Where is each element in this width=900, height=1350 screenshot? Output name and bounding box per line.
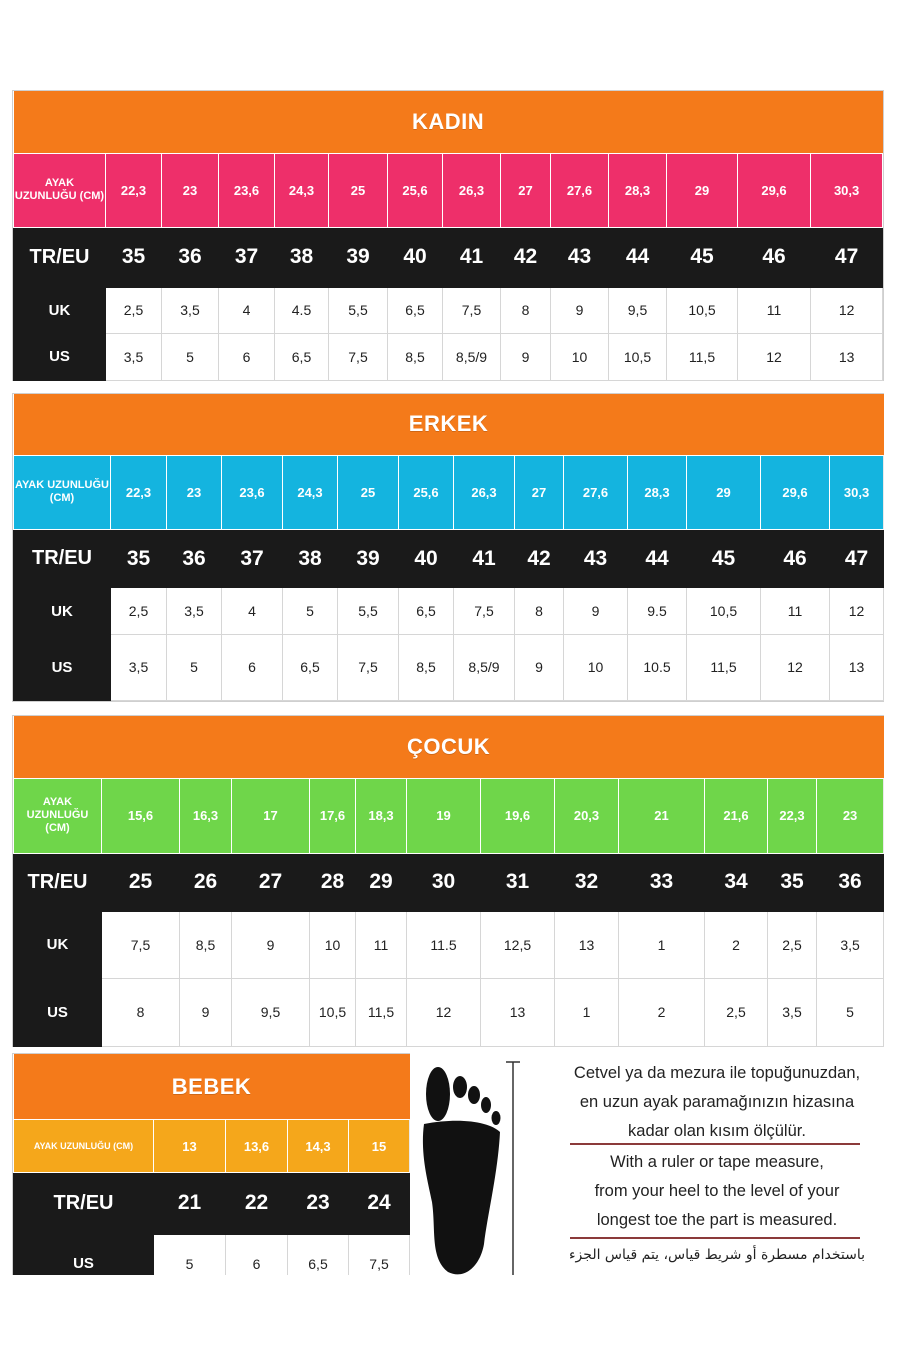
cm-cell: 14,3 [288,1120,349,1173]
us-cell: 6 [226,1234,288,1293]
cm-cell: 23 [167,455,222,529]
eu-label: TR/EU [14,227,106,287]
ruler-icon [503,1060,523,1278]
cm-cell: 26,3 [443,153,501,227]
foot-length-label: AYAK UZUNLUĞU (CM) [14,1120,154,1173]
eu-cell: 47 [811,227,883,287]
eu-cell: 45 [667,227,738,287]
cm-cell: 27 [501,153,551,227]
eu-cell: 38 [283,530,338,588]
cm-cell: 21,6 [705,778,768,853]
eu-cell: 37 [222,530,283,588]
eu-cell: 35 [768,853,817,911]
uk-cell: 12 [811,287,883,333]
us-label: US [14,333,106,380]
men-uk-row [14,588,884,634]
us-cell: 5 [817,978,884,1046]
women-title: KADIN [14,91,883,153]
kids-foot-length-row [14,778,884,853]
eu-cell: 30 [407,853,481,911]
uk-cell: 4 [219,287,275,333]
kids-title: ÇOCUK [14,716,884,778]
eu-cell: 42 [501,227,551,287]
uk-cell: 5,5 [338,588,399,634]
us-cell: 12 [738,333,811,380]
uk-cell: 10,5 [667,287,738,333]
us-label: US [14,634,111,700]
baby-size-chart [12,1053,410,1295]
foot-length-label: AYAK UZUNLUĞU (CM) [14,778,102,853]
cm-cell: 27,6 [564,455,628,529]
eu-cell: 23 [288,1173,349,1234]
uk-cell: 11 [738,287,811,333]
cm-cell: 18,3 [356,778,407,853]
us-cell: 11,5 [667,333,738,380]
uk-cell: 2,5 [768,911,817,978]
eu-cell: 46 [738,227,811,287]
baby-eu-row [14,1173,410,1234]
cm-cell: 16,3 [180,778,232,853]
cm-cell: 22,3 [106,153,162,227]
cm-cell: 25,6 [388,153,443,227]
eu-cell: 43 [564,530,628,588]
women-eu-row [14,227,883,287]
us-cell: 6,5 [275,333,329,380]
divider [570,1143,860,1145]
eu-cell: 27 [232,853,310,911]
uk-cell: 3,5 [162,287,219,333]
cm-cell: 23 [817,778,884,853]
cm-cell: 25,6 [399,455,454,529]
eu-cell: 33 [619,853,705,911]
uk-cell: 8,5 [180,911,232,978]
uk-cell: 12,5 [481,911,555,978]
us-cell: 8,5/9 [443,333,501,380]
baby-title: BEBEK [14,1054,410,1120]
us-cell: 6 [222,634,283,700]
us-cell: 11,5 [356,978,407,1046]
uk-cell: 12 [830,588,884,634]
women-foot-length-row [14,153,883,227]
instruction-line: With a ruler or tape measure, [610,1153,824,1171]
eu-cell: 39 [329,227,388,287]
eu-cell: 35 [106,227,162,287]
us-cell: 9,5 [232,978,310,1046]
women-size-table [13,91,883,381]
us-cell: 3,5 [768,978,817,1046]
divider [570,1237,860,1239]
instruction-line: longest toe the part is measured. [596,1211,838,1229]
cm-cell: 29 [667,153,738,227]
us-cell: 10,5 [310,978,356,1046]
eu-cell: 38 [275,227,329,287]
us-cell: 5 [154,1234,226,1293]
eu-cell: 34 [705,853,768,911]
us-label: US [14,1234,154,1293]
eu-cell: 22 [226,1173,288,1234]
uk-cell: 10 [310,911,356,978]
cm-cell: 13 [154,1120,226,1173]
us-cell: 6,5 [288,1234,349,1293]
uk-cell: 6,5 [388,287,443,333]
us-cell: 8,5 [399,634,454,700]
eu-cell: 29 [356,853,407,911]
us-cell: 10 [551,333,609,380]
us-cell: 13 [830,634,884,700]
eu-cell: 40 [399,530,454,588]
us-cell: 7,5 [349,1234,410,1293]
instruction-line: en uzun ayak paramağınızın hizasına [579,1093,855,1111]
eu-cell: 42 [515,530,564,588]
uk-cell: 4 [222,588,283,634]
kids-size-chart [12,715,884,1047]
cm-cell: 23,6 [219,153,275,227]
cm-cell: 25 [338,455,399,529]
us-cell: 12 [761,634,830,700]
uk-cell: 10,5 [687,588,761,634]
men-title: ERKEK [14,394,884,455]
uk-cell: 11 [356,911,407,978]
men-size-table [13,394,884,701]
uk-cell: 4.5 [275,287,329,333]
image-crop-area [0,1275,900,1350]
uk-cell: 11.5 [407,911,481,978]
uk-label: UK [14,287,106,333]
uk-cell: 9 [232,911,310,978]
eu-cell: 39 [338,530,399,588]
cm-cell: 13,6 [226,1120,288,1173]
uk-cell: 13 [555,911,619,978]
cm-cell: 25 [329,153,388,227]
cm-cell: 24,3 [275,153,329,227]
uk-cell: 8 [501,287,551,333]
eu-cell: 47 [830,530,884,588]
us-label: US [14,978,102,1046]
cm-cell: 17 [232,778,310,853]
eu-cell: 41 [443,227,501,287]
women-size-chart [12,90,884,381]
cm-cell: 27 [515,455,564,529]
us-cell: 5 [162,333,219,380]
uk-cell: 6,5 [399,588,454,634]
uk-cell: 9.5 [628,588,687,634]
uk-cell: 9 [564,588,628,634]
uk-cell: 3,5 [817,911,884,978]
eu-cell: 40 [388,227,443,287]
cm-cell: 23,6 [222,455,283,529]
kids-size-table [13,716,884,1047]
cm-cell: 24,3 [283,455,338,529]
eu-cell: 45 [687,530,761,588]
cm-cell: 23 [162,153,219,227]
instruction-line: Cetvel ya da mezura ile topuğunuzdan, [573,1064,861,1082]
eu-cell: 41 [454,530,515,588]
instructions-arabic: باستخدام مسطرة أو شريط قياس، يتم قياس الجزء [568,1247,866,1263]
cm-cell: 30,3 [811,153,883,227]
eu-cell: 36 [817,853,884,911]
us-cell: 10 [564,634,628,700]
cm-cell: 27,6 [551,153,609,227]
men-us-row [14,634,884,700]
eu-cell: 46 [761,530,830,588]
us-cell: 10.5 [628,634,687,700]
eu-cell: 25 [102,853,180,911]
cm-cell: 28,3 [609,153,667,227]
us-cell: 13 [811,333,883,380]
us-cell: 9 [515,634,564,700]
uk-cell: 5,5 [329,287,388,333]
uk-cell: 3,5 [167,588,222,634]
eu-cell: 44 [628,530,687,588]
eu-cell: 44 [609,227,667,287]
foot-length-label: AYAK UZUNLUĞU (CM) [14,455,111,529]
instruction-line: kadar olan kısım ölçülür. [628,1122,806,1140]
uk-cell: 11 [761,588,830,634]
us-cell: 7,5 [338,634,399,700]
cm-cell: 29,6 [761,455,830,529]
cm-cell: 29,6 [738,153,811,227]
us-cell: 13 [481,978,555,1046]
baby-foot-length-row [14,1120,410,1173]
eu-cell: 31 [481,853,555,911]
uk-label: UK [14,911,102,978]
eu-cell: 36 [167,530,222,588]
cm-cell: 19 [407,778,481,853]
eu-cell: 24 [349,1173,410,1234]
foot-silhouette-icon [410,1062,510,1277]
men-foot-length-row [14,455,884,529]
cm-cell: 22,3 [768,778,817,853]
foot-length-label: AYAK UZUNLUĞU (CM) [14,153,106,227]
kids-us-row [14,978,884,1046]
uk-cell: 2,5 [106,287,162,333]
uk-cell: 7,5 [102,911,180,978]
eu-cell: 21 [154,1173,226,1234]
eu-label: TR/EU [14,530,111,588]
us-cell: 8,5/9 [454,634,515,700]
cm-cell: 28,3 [628,455,687,529]
women-us-row [14,333,883,380]
women-uk-row [14,287,883,333]
eu-cell: 32 [555,853,619,911]
us-cell: 3,5 [106,333,162,380]
us-cell: 9 [501,333,551,380]
cm-cell: 29 [687,455,761,529]
uk-cell: 7,5 [443,287,501,333]
us-cell: 6,5 [283,634,338,700]
kids-uk-row [14,911,884,978]
us-cell: 1 [555,978,619,1046]
eu-cell: 37 [219,227,275,287]
us-cell: 5 [167,634,222,700]
us-cell: 6 [219,333,275,380]
us-cell: 7,5 [329,333,388,380]
us-cell: 3,5 [111,634,167,700]
kids-eu-row [14,853,884,911]
instruction-line: from your heel to the level of your [594,1182,840,1200]
us-cell: 11,5 [687,634,761,700]
eu-label: TR/EU [14,1173,154,1234]
us-cell: 12 [407,978,481,1046]
us-cell: 2,5 [705,978,768,1046]
us-cell: 10,5 [609,333,667,380]
eu-cell: 26 [180,853,232,911]
eu-label: TR/EU [14,853,102,911]
uk-cell: 9 [551,287,609,333]
us-cell: 8 [102,978,180,1046]
men-size-chart [12,393,884,702]
cm-cell: 15,6 [102,778,180,853]
uk-cell: 8 [515,588,564,634]
cm-cell: 21 [619,778,705,853]
eu-cell: 35 [111,530,167,588]
cm-cell: 20,3 [555,778,619,853]
men-eu-row [14,530,884,588]
cm-cell: 15 [349,1120,410,1173]
us-cell: 2 [619,978,705,1046]
cm-cell: 19,6 [481,778,555,853]
uk-cell: 9,5 [609,287,667,333]
eu-cell: 36 [162,227,219,287]
uk-label: UK [14,588,111,634]
eu-cell: 43 [551,227,609,287]
eu-cell: 28 [310,853,356,911]
uk-cell: 1 [619,911,705,978]
us-cell: 8,5 [388,333,443,380]
uk-cell: 2,5 [111,588,167,634]
cm-cell: 17,6 [310,778,356,853]
baby-size-table [13,1054,410,1294]
us-cell: 9 [180,978,232,1046]
uk-cell: 5 [283,588,338,634]
uk-cell: 2 [705,911,768,978]
cm-cell: 30,3 [830,455,884,529]
cm-cell: 26,3 [454,455,515,529]
instructions-turkish [552,1059,882,1146]
cm-cell: 22,3 [111,455,167,529]
uk-cell: 7,5 [454,588,515,634]
instructions-english [552,1148,882,1235]
